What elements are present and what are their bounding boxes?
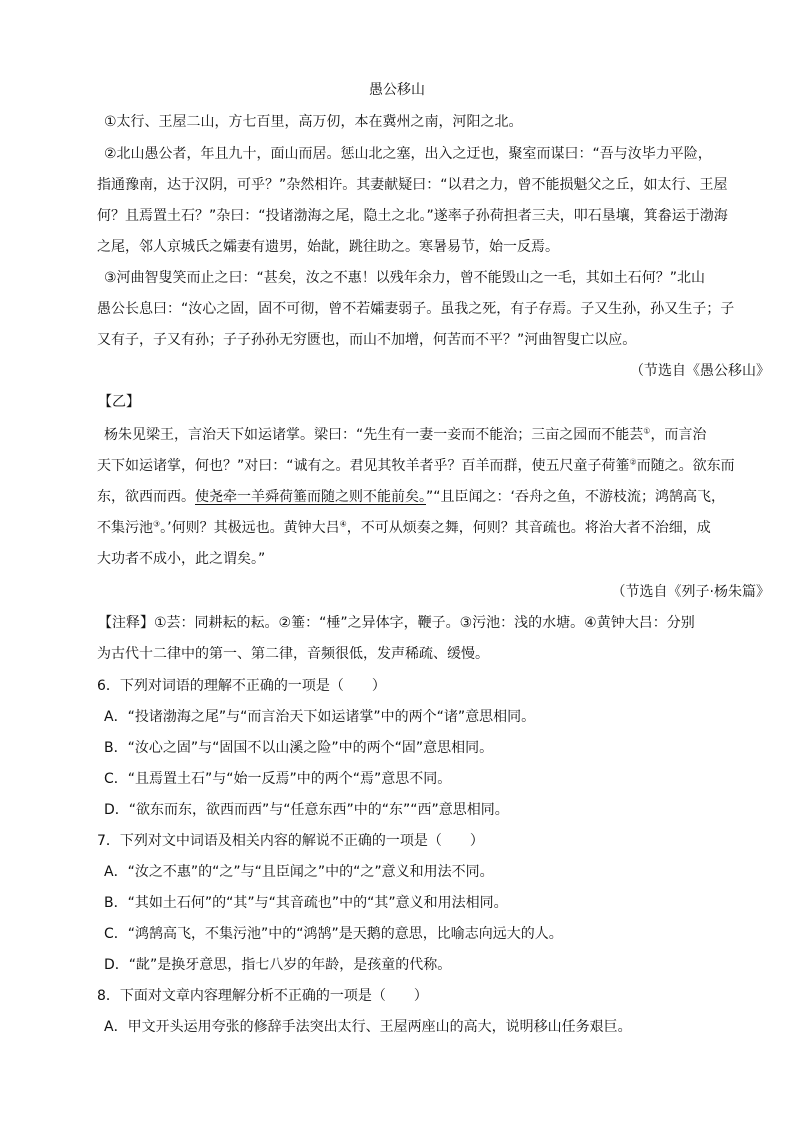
yi-line-3: 东，欲西而西。使尧牵一羊舜荷箠而随之则不能前矣。”“且臣闻之：‘吞舟之鱼，不游枝流；鸿鹄高飞， [97,489,725,505]
question-7-option-c: C．“鸿鹄高飞，不集污池”中的“鸿鹄”是天鹅的意思，比喻志向远大的人。 [104,926,563,942]
jia-paragraph-1: ①太行、王屋二山，方七百里，高万仞，本在冀州之南，河阳之北。 [104,114,523,130]
jia-paragraph-2-line-1: ②北山愚公者，年且九十，面山而居。惩山北之塞，出入之迂也，聚室而谋曰：“吾与汝毕力平险， [104,146,712,162]
footnote-3-marker: ③ [153,519,161,529]
jia-paragraph-2-line-2: 指通豫南，达于汉阴，可乎？”杂然相许。其妻献疑曰：“以君之力，曾不能损魁父之丘，如太行、王屋 [97,177,728,193]
yi-line-1: 杨朱见梁王，言治天下如运诸掌。梁曰：“先生有一妻一妾而不能治；三亩之园而不能芸①，而言治 [104,426,707,443]
question-6-stem: 6．下列对词语的理解不正确的一项是（ ） [97,678,386,694]
footnote-4-marker: ④ [339,519,347,529]
question-7-option-a: A．“汝之不惠”的“之”与“且臣闻之”中的“之”意义和用法不同。 [104,864,494,880]
notes-line-2: 为古代十二律中的第一、第二律，音频很低，发声稀疏、缓慢。 [97,646,489,662]
yi-line-4: 不集污池③。’何则？其极远也。黄钟大吕④，不可从烦奏之舞，何则？其音疏也。将治大者不治细，成 [97,519,711,536]
footnote-1-marker: ① [643,426,651,436]
question-7-option-d: D．“龀”是换牙意思，指七八岁的年龄，是孩童的代称。 [104,957,452,973]
underlined-sentence: 使尧牵一羊舜荷箠而随之则不能前矣。 [195,489,426,505]
jia-paragraph-3-line-1: ③河曲智叟笑而止之曰：“甚矣，汝之不惠！以残年余力，曾不能毁山之一毛，其如土石何？”北山 [104,270,706,286]
footnote-2-marker: ② [629,457,637,467]
jia-source: （节选自《愚公移山》 [630,363,770,379]
passage-title: 愚公移山 [369,82,425,98]
jia-paragraph-2-line-4: 之尾，邻人京城氏之孀妻有遗男，始龀，跳往助之。寒暑易节，始一反焉。 [97,239,559,255]
jia-paragraph-3-line-2: 愚公长息曰：“汝心之固，固不可彻，曾不若孀妻弱子。虽我之死，有子存焉。子又生孙，孙又生子；子 [97,301,735,317]
yi-line-2: 天下如运诸掌，何也？”对曰：“诚有之。君见其牧羊者乎？百羊而群，使五尺童子荷箠②而随之。欲东而 [97,457,735,474]
yi-line-5: 大功者不成小，此之谓矣。” [97,551,266,567]
question-6-option-a: A．“投诸渤海之尾”与“而言治天下如运诸掌”中的两个“诸”意思相同。 [104,709,536,725]
jia-paragraph-3-line-3: 又有子，子又有孙；子子孙孙无穷匮也，而山不加增，何苦而不平？”河曲智叟亡以应。 [97,332,637,348]
yi-label: 【乙】 [98,394,140,410]
question-7-stem: 7．下列对文中词语及相关内容的解说不正确的一项是（ ） [97,833,484,849]
yi-source: （节选自《列子·杨朱篇》 [611,584,770,600]
jia-paragraph-2-line-3: 何？且焉置土石？”杂曰：“投诸渤海之尾，隐土之北。”遂率子孙荷担者三夫，叩石垦壤，箕畚运于渤海 [97,208,728,224]
question-6-option-b: B．“汝心之固”与“固国不以山溪之险”中的两个“固”意思相同。 [104,740,494,756]
question-6-option-d: D．“欲东而东，欲西而西”与“任意东西”中的“东”“西”意思相同。 [104,802,509,818]
question-8-option-a: A．甲文开头运用夸张的修辞手法突出太行、王屋两座山的高大，说明移山任务艰巨。 [104,1019,632,1035]
notes-line-1: 【注释】①芸：同耕耘的耘。②箠：“棰”之异体字，鞭子。③污池：浅的水塘。④黄钟大吕：分别 [98,615,695,631]
question-8-stem: 8．下面对文章内容理解分析不正确的一项是（ ） [97,988,428,1004]
question-7-option-b: B．“其如土石何”的“其”与“其音疏也”中的“其”意义和用法相同。 [104,895,508,911]
question-6-option-c: C．“且焉置土石”与“始一反焉”中的两个“焉”意思不同。 [104,771,452,787]
